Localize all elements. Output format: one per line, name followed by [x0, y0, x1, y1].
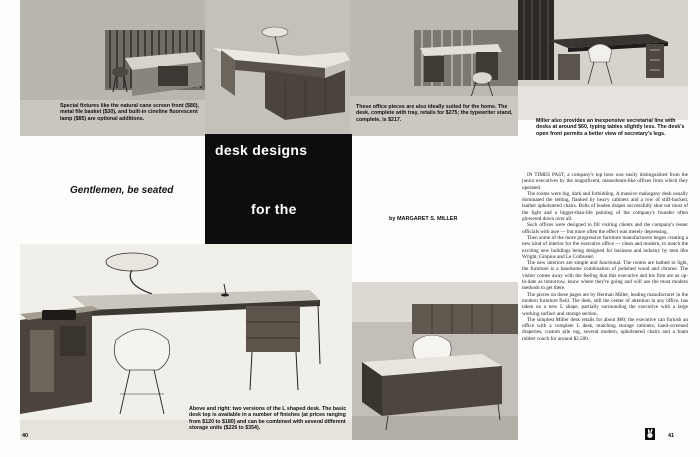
l-shaped-desk-with-lamp-photo — [205, 0, 350, 134]
article-paragraph: IN TIMES PAST, a company's top boss was easily distinguished from the junior executives by the magnificent, mausoleum-like offices from which they operated. — [522, 172, 688, 191]
caption-top-middle: These office pieces are also ideally suited for the home. The desk, complete with tray, retails for $275; the typewriter stand, complete, is $217. — [356, 104, 513, 123]
rabbit-head-logo-icon — [645, 428, 655, 440]
headline-line-2: for the — [251, 201, 297, 217]
caption-bottom-left: Above and right: two versions of the L shaped desk. The basic desk top is available in a number of finishes (at prices ranging from $120 to $180) and can be combined with several different storage units ($226 to $354). — [189, 406, 347, 432]
article-paragraph: Then some of the more progressive furniture manufacturers began creating a new kind of interior for the executive office — clean and modern, to match the exciting new buildings being designed for business and industry by men like Wright, Gropius and Le Corbusier. — [522, 234, 688, 260]
caption-top-left: Special fixtures like the natural cane screen front ($80), metal file basket ($30), and built-in cineline fluorescent lamp ($85) are optional additions. — [60, 103, 199, 122]
article-paragraph: Such offices were designed to fill visiting clients and the company's lesser officials with awe — but more often the effect was merely depressing. — [522, 222, 688, 235]
secretarial-desk-photo — [518, 0, 688, 120]
executive-office-interior-photo — [352, 282, 518, 440]
headline-line-1: desk designs — [215, 142, 308, 158]
byline: by MARGARET S. MILLER — [389, 216, 458, 222]
page-number-right: 41 — [668, 433, 675, 439]
tagline: Gentlemen, be seated — [70, 185, 174, 196]
article-paragraph: The rooms were big, dark and forbidding. A massive mahogany desk usually dominated the setting, flanked by heavy cabinets and a row of stiff-backed, leather upholstered chairs. Bolts of leaden drapes successfully shut out most of the light and a bigger-than-life painting of the company's founder often glowered down over all. — [522, 190, 688, 223]
article-paragraph: The simplest Miller desk retails for about $60; the executive can furnish an office with a complete L desk, matching storage cabinets, hand-screened draperies, custom pile rug, several modern, upholstered chairs and a foam rubber couch for around $2,500. — [522, 316, 688, 342]
page-number-left: 40 — [22, 433, 29, 439]
article-paragraph: The new interiors are simple and functional. The rooms are bathed in light, the furniture is a handsome combination of polished wood and chrome. The visitor comes away with the feeling that this executive and his firm are as up-to-date as tomorrow, know where they're going and will use the most modern methods to get there. — [522, 260, 688, 292]
article-paragraph: The pieces on these pages are by Herman Miller, leading manufacturer in the modern furniture field. The desk, still the center of attention in any office, has taken on a new L shape, partially surrounding the executive with a large working surface and storage section. — [522, 291, 688, 317]
caption-top-right: Miller also provides an inexpensive secretarial line with desks at around $60, typing tables slightly less. The desk's open front permits a better view of secretary's legs. — [536, 118, 685, 137]
article-body — [522, 172, 688, 440]
